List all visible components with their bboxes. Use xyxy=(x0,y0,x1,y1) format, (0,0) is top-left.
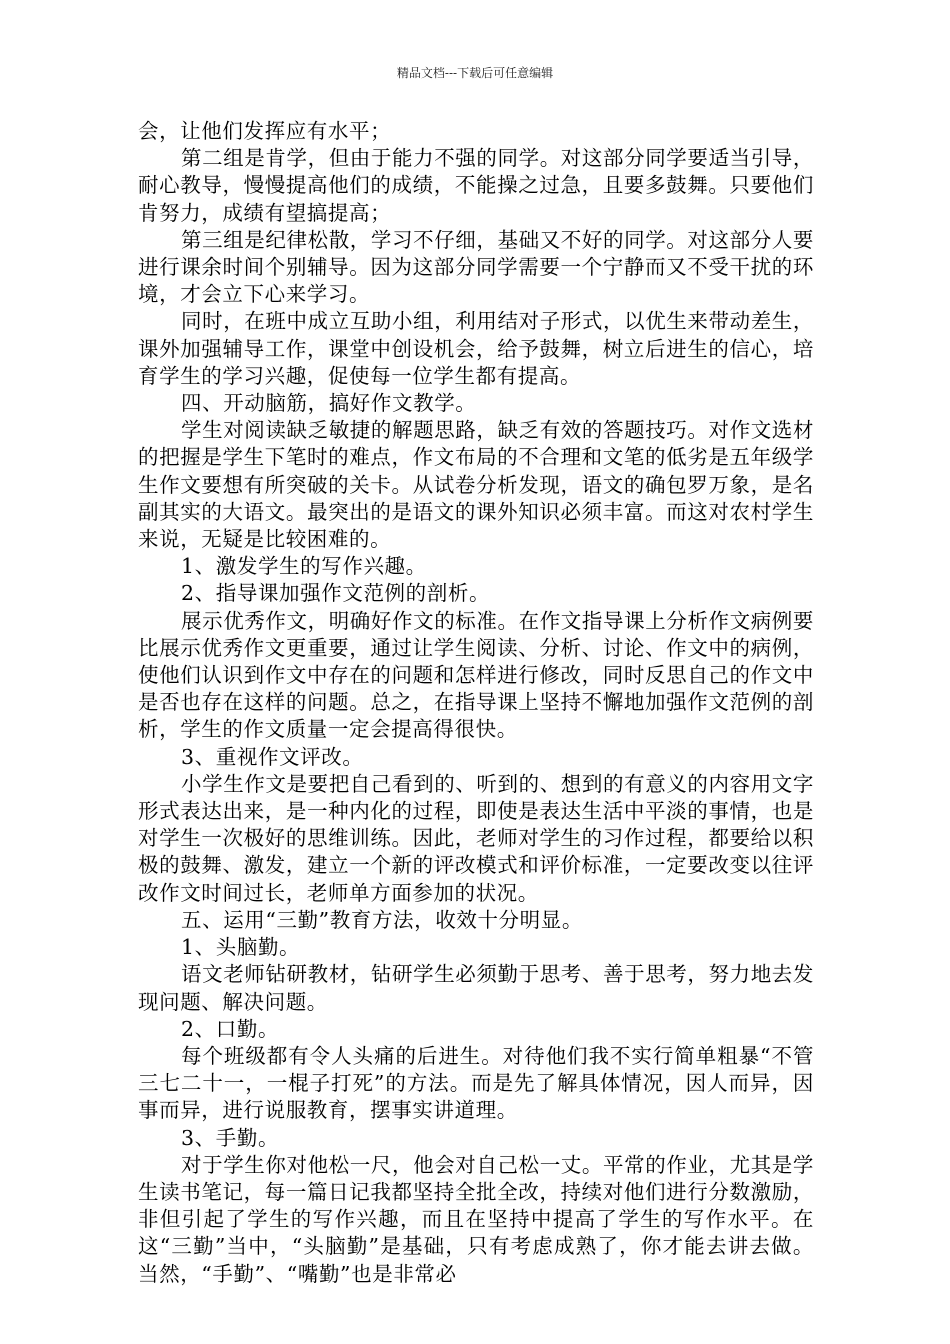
list-item: 3、手勤。 xyxy=(181,1125,280,1150)
paragraph: 对于学生你对他松一尺，他会对自己松一丈。平常的作业，尤其是学生读书笔记，每一篇日记我都坚持全批全改，持续对他们进行分数激励，非但引起了学生的写作兴趣，而且在坚持中提高了学生的写作水平。在这“三勤”当中，“头脑勤”是基础，只有考虑成熟了，你才能去讲去做。当然，“手勤”、“嘴勤”也是非常必 xyxy=(138,1152,814,1286)
list-item: 1、激发学生的写作兴趣。 xyxy=(181,554,427,579)
paragraph: 每个班级都有令人头痛的后进生。对待他们我不实行简单粗暴“不管三七二十一，一棍子打死”的方法。而是先了解具体情况，因人而异，因事而异，进行说服教育，摆事实讲道理。 xyxy=(138,1043,814,1123)
list-item: 2、指导课加强作文范例的剖析。 xyxy=(181,581,491,606)
section-heading: 四、开动脑筋，搞好作文教学。 xyxy=(181,391,477,416)
document-body xyxy=(138,118,814,1288)
paragraph: 同时，在班中成立互助小组，利用结对子形式，以优生来带动差生，课外加强辅导工作，课堂中创设机会，给予鼓舞，树立后进生的信心，培育学生的学习兴趣，促使每一位学生都有提高。 xyxy=(138,309,814,388)
list-item: 2、口勤。 xyxy=(181,1016,280,1041)
paragraph: 展示优秀作文，明确好作文的标准。在作文指导课上分析作文病例要比展示优秀作文更重要，通过让学生阅读、分析、讨论、作文中的病例，使他们认识到作文中存在的问题和怎样进行修改，同时反思自己的作文中是否也存在这样的问题。总之，在指导课上坚持不懈地加强作文范例的剖析，学生的作文质量一定会提高得很快。 xyxy=(138,608,814,742)
paragraph: 第二组是肯学，但由于能力不强的同学。对这部分同学要适当引导，耐心教导，慢慢提高他们的成绩，不能操之过急，且要多鼓舞。只要他们肯努力，成绩有望搞提高； xyxy=(138,146,814,225)
paragraph: 语文老师钻研教材，钻研学生必须勤于思考、善于思考，努力地去发现问题、解决问题。 xyxy=(138,962,814,1014)
list-item: 3、重视作文评改。 xyxy=(181,744,364,769)
page-header: 精品文档---下载后可任意编辑 xyxy=(396,66,554,80)
paragraph: 会，让他们发挥应有水平； xyxy=(138,119,392,143)
list-item: 1、头脑勤。 xyxy=(181,935,301,960)
section-heading: 五、运用“三勤”教育方法，收效十分明显。 xyxy=(181,907,583,932)
paragraph: 学生对阅读缺乏敏捷的解题思路，缺乏有效的答题技巧。对作文选材的把握是学生下笔时的难点，作文布局的不合理和文笔的低劣是五年级学生作文要想有所突破的关卡。从试卷分析发现，语文的确包罗万象，是名副其实的大语文。最突出的是语文的课外知识必须丰富。而这对农村学生来说，无疑是比较困难的。 xyxy=(138,418,814,552)
paragraph: 第三组是纪律松散，学习不仔细，基础又不好的同学。对这部分人要进行课余时间个别辅导。因为这部分同学需要一个宁静而又不受干扰的环境，才会立下心来学习。 xyxy=(138,227,814,307)
paragraph: 小学生作文是要把自己看到的、听到的、想到的有意义的内容用文字形式表达出来，是一种内化的过程，即使是表达生活中平淡的事情，也是对学生一次极好的思维训练。因此，老师对学生的习作过程，都要给以积极的鼓舞、激发，建立一个新的评改模式和评价标准，一定要改变以往评改作文时间过长，老师单方面参加的状况。 xyxy=(138,771,814,905)
